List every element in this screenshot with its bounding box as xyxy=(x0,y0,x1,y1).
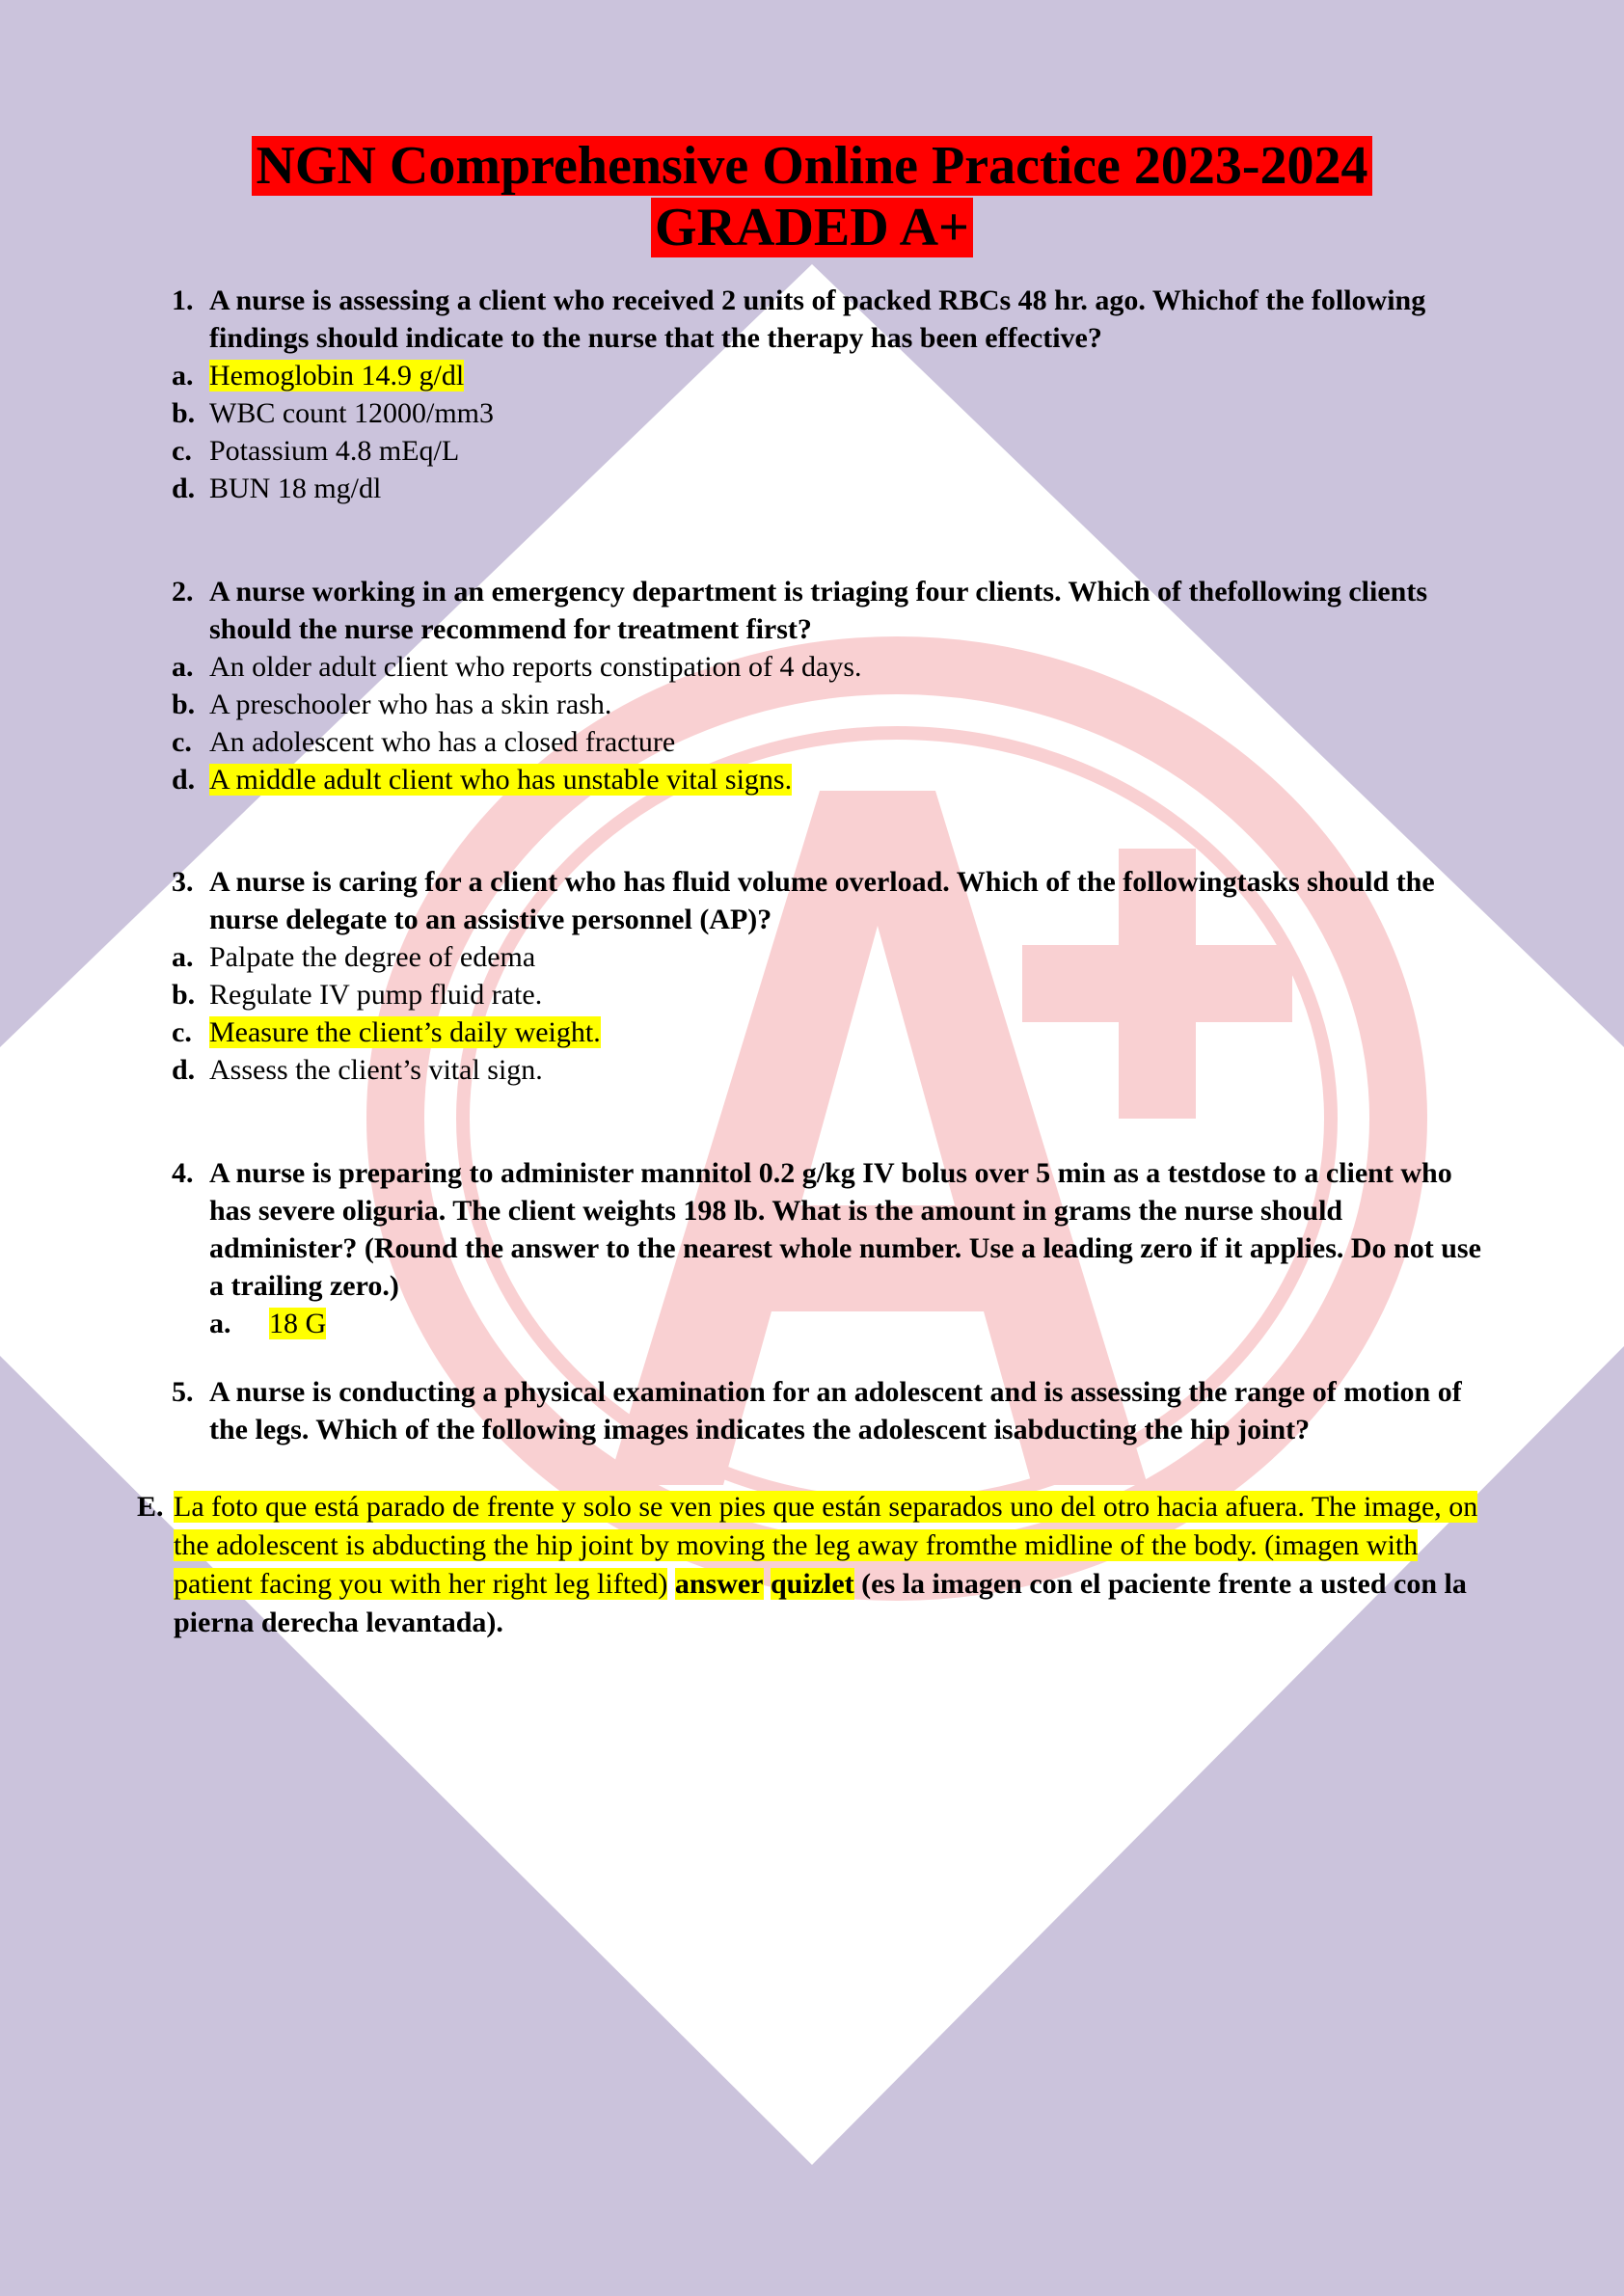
question-number: 4. xyxy=(172,1157,194,1189)
question-stem: A nurse is preparing to administer mannitol 0.2 g/kg IV bolus over 5 min as a testdose to a client who has severe oliguria. The client weights 198 lb. What is the amount in grams the nurse should administer? (Round the answer to the nearest whole number. Use a leading zero if it applies. Do not use a trailing zero.) xyxy=(209,1157,1481,1302)
question-number: 1. xyxy=(172,284,194,316)
option-b: b. A preschooler who has a skin rash. xyxy=(172,686,1483,723)
question-number: 2. xyxy=(172,576,194,608)
option-text: Assess the client’s vital sign. xyxy=(209,1054,543,1086)
document-title xyxy=(0,135,1624,258)
question-1 xyxy=(172,282,1483,507)
question-stem: A nurse is caring for a client who has fluid volume overload. Which of the followingtasks should the nurse delegate to an assistive personnel (AP)? xyxy=(209,866,1435,935)
answer-options xyxy=(172,357,1483,507)
option-b: b. WBC count 12000/mm3 xyxy=(172,394,1483,432)
option-a: a. Hemoglobin 14.9 g/dl xyxy=(172,360,465,392)
option-c: c. An adolescent who has a closed fracture xyxy=(172,723,1483,761)
option-c: c. Measure the client’s daily weight. xyxy=(172,1016,601,1048)
option-text: Potassium 4.8 mEq/L xyxy=(209,435,460,467)
title-line-1: NGN Comprehensive Online Practice 2023-2024 xyxy=(252,136,1371,196)
option-text: Regulate IV pump fluid rate. xyxy=(209,979,543,1011)
option-text: An adolescent who has a closed fracture xyxy=(209,726,676,758)
option-text: An older adult client who reports constipation of 4 days. xyxy=(209,651,862,683)
question-4 xyxy=(172,1154,1483,1342)
question-stem: A nurse working in an emergency department is triaging four clients. Which of thefollowing clients should the nurse recommend for treatment first? xyxy=(209,576,1428,645)
answer-explanation xyxy=(174,1488,1487,1642)
option-a: a. Palpate the degree of edema xyxy=(172,938,1483,976)
question-5 xyxy=(172,1373,1483,1448)
option-text-highlighted: Measure the client’s daily weight. xyxy=(209,1016,601,1048)
option-c: c. Potassium 4.8 mEq/L xyxy=(172,432,1483,470)
option-d: d. BUN 18 mg/dl xyxy=(172,470,1483,507)
answer-options xyxy=(172,648,1483,798)
answer-option: a. 18 G xyxy=(209,1308,327,1339)
question-stem: A nurse is conducting a physical examination for an adolescent and is assessing the range of motion of the legs. Which of the following images indicates the adolescent isabducting the hip joint? xyxy=(209,1376,1462,1445)
answer-translation: (es la imagen con el paciente frente a usted con la pierna derecha levantada). xyxy=(174,1568,1467,1638)
answer-word: answer xyxy=(674,1568,764,1600)
option-text: WBC count 12000/mm3 xyxy=(209,397,494,429)
option-text: A preschooler who has a skin rash. xyxy=(209,689,612,720)
answer-options xyxy=(172,938,1483,1089)
quizlet-word: quizlet xyxy=(771,1568,854,1600)
answer-text-highlighted: 18 G xyxy=(269,1308,327,1339)
answer-letter: E. xyxy=(137,1491,164,1523)
option-text-highlighted: A middle adult client who has unstable vital signs. xyxy=(209,764,793,796)
option-text-highlighted: Hemoglobin 14.9 g/dl xyxy=(209,360,465,392)
question-3 xyxy=(172,863,1483,1089)
option-b: b. Regulate IV pump fluid rate. xyxy=(172,976,1483,1013)
question-5-answer xyxy=(137,1488,1487,1642)
question-2 xyxy=(172,573,1483,798)
option-text: BUN 18 mg/dl xyxy=(209,473,382,504)
question-number: 3. xyxy=(172,866,194,898)
option-d: d. Assess the client’s vital sign. xyxy=(172,1051,1483,1089)
question-number: 5. xyxy=(172,1376,194,1408)
title-line-2: GRADED A+ xyxy=(651,198,973,257)
option-text: Palpate the degree of edema xyxy=(209,941,536,973)
answer-text-highlighted: La foto que está parado de frente y solo se ven pies que están separados uno del otro hacia afuera. The image, on the adolescent is abducting the hip joint by moving the leg away fromthe midline of the body. (imagen with patient facing you with her right leg lifted) xyxy=(174,1491,1478,1600)
question-stem: A nurse is assessing a client who received 2 units of packed RBCs 48 hr. ago. Whichof the following findings should indicate to the nurse that the therapy has been effective? xyxy=(209,284,1426,354)
option-a: a. An older adult client who reports constipation of 4 days. xyxy=(172,648,1483,686)
option-d: d. A middle adult client who has unstable vital signs. xyxy=(172,764,793,796)
